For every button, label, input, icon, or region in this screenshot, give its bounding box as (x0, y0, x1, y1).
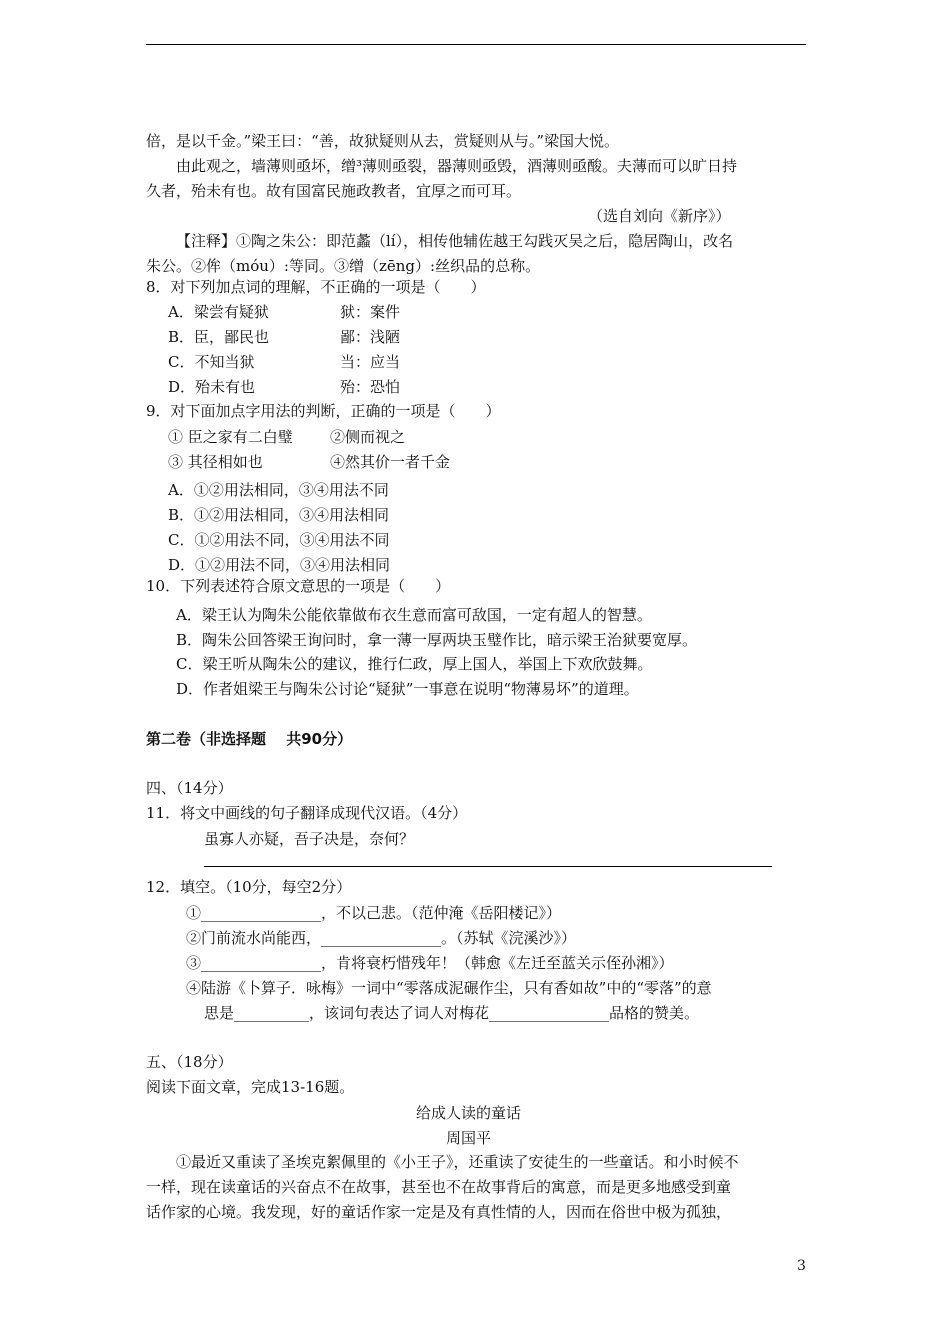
q9-item-2: ②侧而视之 (330, 428, 406, 446)
q9-option-c: C．①②用法不同，③④用法不同 (168, 531, 390, 549)
q8-option-c: C．不知当狱 (168, 353, 255, 371)
q8-option-d: D．殆未有也 (168, 378, 256, 396)
article-paragraph-line: 话作家的心境。我发现，好的童话作家一定是及有真性情的人，因而在俗世中极为孤独， (146, 1203, 732, 1221)
fill-blank-2: ②门前流水尚能西，________________。（苏轼《浣溪沙》） (186, 929, 577, 947)
q8-option-c-gloss: 当：应当 (340, 353, 401, 371)
q11-stem: 11．将文中画线的句子翻译成现代汉语。（4分） (146, 804, 468, 822)
q10-option-b: B．陶朱公回答梁王询问时，拿一薄一厚两块玉璧作比，暗示梁王治狱要宽厚。 (176, 631, 698, 649)
q10-option-a: A．梁王认为陶朱公能依靠做布衣生意而富可敌国，一定有超人的智慧。 (176, 606, 652, 624)
q9-option-d: D．①②用法不同，③④用法相同 (168, 556, 391, 574)
section-five-header: 五、（18分） (146, 1053, 233, 1071)
q12-stem: 12．填空。（10分，每空2分） (146, 878, 352, 896)
q8-option-d-gloss: 殆：恐怕 (340, 378, 401, 396)
annotation-line: 【注释】①陶之朱公：即范蠡（lí），相传他辅佐越王勾践灭吴之后，隐居陶山，改名 (176, 232, 734, 250)
article-title: 给成人读的童话 (416, 1104, 522, 1122)
q11-sentence: 虽寡人亦疑，吾子决是，奈何？ (204, 830, 415, 848)
q9-option-b: B．①②用法相同，③④用法相同 (168, 506, 390, 524)
q9-stem: 9．对下面加点字用法的判断，正确的一项是（ ） (146, 402, 501, 420)
passage-line: 由此观之，墙薄则亟坏，缯³薄则亟裂，器薄则亟毁，酒薄则亟酸。夫薄而可以旷日持 (176, 157, 738, 175)
annotation-line: 朱公。②侔（móu）:等同。③缯（zēng）:丝织品的总称。 (146, 257, 541, 275)
q9-item-1: ① 臣之家有二白璧 (168, 428, 293, 446)
q9-item-3: ③ 其径相如也 (168, 453, 263, 471)
page-number: 3 (797, 1258, 806, 1274)
article-paragraph-line: ①最近又重读了圣埃克絮佩里的《小王子》，还重读了安徒生的一些童话。和小时候不 (176, 1153, 739, 1171)
q10-option-d: D．作者姐梁王与陶朱公讨论“疑狱”一事意在说明“物薄易坏”的道理。 (176, 680, 639, 698)
reading-instruction: 阅读下面文章，完成13-16题。 (146, 1078, 355, 1096)
fill-blank-1: ①________________，不以己悲。（范仲淹《岳阳楼记》） (186, 904, 562, 922)
article-author: 周国平 (446, 1129, 492, 1147)
section-four-header: 四、（14分） (146, 779, 233, 797)
q9-option-a: A．①②用法相同，③④用法不同 (168, 481, 389, 499)
q8-option-a: A．梁尝有疑狱 (168, 303, 269, 321)
q9-item-4: ④然其价一者千金 (330, 453, 451, 471)
header-rule (146, 44, 806, 45)
fill-blank-3: ③________________，肯将衰朽惜残年！（韩愈《左迁至蓝关示侄孙湘》） (186, 954, 674, 972)
q10-option-c: C．梁王听从陶朱公的建议，推行仁政，厚上国人，举国上下欢欣鼓舞。 (176, 655, 653, 673)
passage-line: 倍，是以千金。”梁王曰：“善，故狱疑则从去，赏疑则从与。”梁国大悦。 (146, 132, 620, 150)
fill-blank-4-line1: ④陆游《卜算子．咏梅》一词中“零落成泥碾作尘，只有香如故”中的“零落”的意 (186, 979, 712, 997)
q10-stem: 10．下列表述符合原文意思的一项是（ ） (146, 577, 451, 595)
q8-option-b-gloss: 鄙：浅陋 (340, 328, 401, 346)
q8-stem: 8．对下列加点词的理解，不正确的一项是（ ） (146, 278, 486, 296)
part-two-title: 第二卷（非选择题 共90分） (146, 730, 353, 748)
passage-line: 久者，殆未有也。故有国富民施政教者，宜厚之而可耳。 (146, 182, 522, 200)
q8-option-a-gloss: 狱：案件 (340, 303, 401, 321)
fill-blank-4-line2: 思是__________，该词句表达了词人对梅花________________品格的赞美。 (204, 1004, 700, 1022)
article-paragraph-line: 一样，现在读童话的兴奋点不在故事，甚至也不在故事背后的寓意，而是更多地感受到童 (146, 1178, 732, 1196)
passage-source: （选自刘向《新序》） (588, 207, 731, 225)
q8-option-b: B．臣，鄙民也 (168, 328, 270, 346)
answer-line (204, 866, 772, 867)
